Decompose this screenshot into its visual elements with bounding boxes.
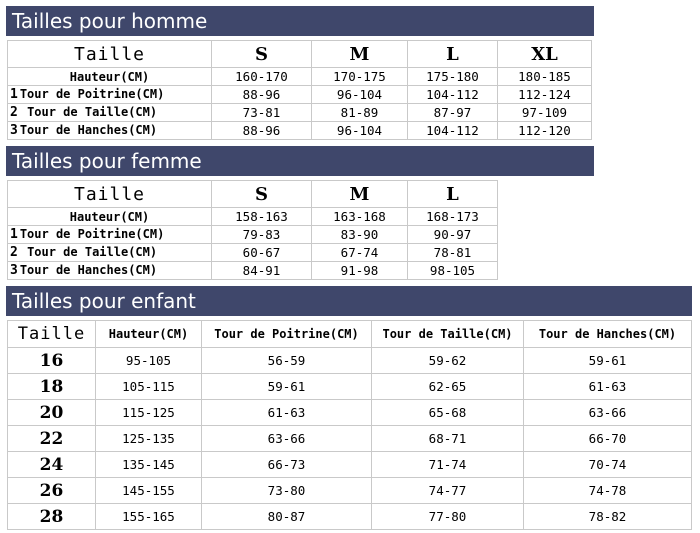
table-cell: 95-105 xyxy=(96,348,202,374)
table-cell: 65-68 xyxy=(372,400,524,426)
table-cell: 91-98 xyxy=(312,262,408,280)
size-cell: 18 xyxy=(8,374,96,400)
table-cell: 104-112 xyxy=(408,86,498,104)
table-cell: 96-104 xyxy=(312,86,408,104)
header-cell: M xyxy=(312,181,408,208)
women-section-title: Tailles pour femme xyxy=(6,146,594,176)
table-row xyxy=(8,426,692,452)
header-cell: Tour de Poitrine(CM) xyxy=(202,321,372,348)
table-cell: 63-66 xyxy=(524,400,692,426)
table-cell: 66-73 xyxy=(202,452,372,478)
row-number: 2 xyxy=(10,105,18,120)
table-cell: 80-87 xyxy=(202,504,372,530)
table-cell: 73-80 xyxy=(202,478,372,504)
row-label: 2 Tour de Taille(CM) xyxy=(8,104,212,122)
table-cell: 59-61 xyxy=(524,348,692,374)
row-label: 1 Tour de Poitrine(CM) xyxy=(8,226,212,244)
table-cell: 96-104 xyxy=(312,122,408,140)
table-cell: 78-82 xyxy=(524,504,692,530)
table-cell: 88-96 xyxy=(212,122,312,140)
row-label: 1 Tour de Poitrine(CM) xyxy=(8,86,212,104)
table-cell: 88-96 xyxy=(212,86,312,104)
row-number: 2 xyxy=(10,245,18,260)
table-header-row xyxy=(8,321,692,348)
table-row xyxy=(8,244,498,262)
table-cell: 71-74 xyxy=(372,452,524,478)
header-cell: Tour de Taille(CM) xyxy=(372,321,524,348)
women-size-table xyxy=(7,180,498,280)
table-cell: 163-168 xyxy=(312,208,408,226)
table-cell: 59-61 xyxy=(202,374,372,400)
table-header-row xyxy=(8,41,592,68)
table-cell: 68-71 xyxy=(372,426,524,452)
table-cell: 63-66 xyxy=(202,426,372,452)
table-cell: 73-81 xyxy=(212,104,312,122)
table-cell: 83-90 xyxy=(312,226,408,244)
table-cell: 74-77 xyxy=(372,478,524,504)
table-cell: 125-135 xyxy=(96,426,202,452)
table-cell: 56-59 xyxy=(202,348,372,374)
table-row xyxy=(8,104,592,122)
kids-section-title: Tailles pour enfant xyxy=(6,286,692,316)
table-cell: 155-165 xyxy=(96,504,202,530)
row-label: Hauteur(CM) xyxy=(8,68,212,86)
table-cell: 175-180 xyxy=(408,68,498,86)
table-cell: 158-163 xyxy=(212,208,312,226)
table-cell: 160-170 xyxy=(212,68,312,86)
row-number: 1 xyxy=(10,87,18,102)
men-size-table xyxy=(7,40,592,140)
table-cell: 104-112 xyxy=(408,122,498,140)
table-row xyxy=(8,348,692,374)
row-number: 1 xyxy=(10,227,18,242)
size-cell: 24 xyxy=(8,452,96,478)
header-cell: S xyxy=(212,181,312,208)
table-row xyxy=(8,122,592,140)
table-cell: 66-70 xyxy=(524,426,692,452)
row-label: 3 Tour de Hanches(CM) xyxy=(8,262,212,280)
table-cell: 81-89 xyxy=(312,104,408,122)
size-cell: 16 xyxy=(8,348,96,374)
table-cell: 70-74 xyxy=(524,452,692,478)
table-row xyxy=(8,504,692,530)
header-cell: XL xyxy=(498,41,592,68)
table-cell: 60-67 xyxy=(212,244,312,262)
table-cell: 87-97 xyxy=(408,104,498,122)
table-row xyxy=(8,478,692,504)
size-cell: 22 xyxy=(8,426,96,452)
row-label: 2 Tour de Taille(CM) xyxy=(8,244,212,262)
table-row xyxy=(8,208,498,226)
men-section-title: Tailles pour homme xyxy=(6,6,594,36)
table-cell: 79-83 xyxy=(212,226,312,244)
header-cell: Tour de Hanches(CM) xyxy=(524,321,692,348)
header-cell: L xyxy=(408,41,498,68)
header-cell: Taille xyxy=(8,181,212,208)
table-cell: 112-120 xyxy=(498,122,592,140)
table-header-row xyxy=(8,181,498,208)
table-cell: 170-175 xyxy=(312,68,408,86)
table-cell: 135-145 xyxy=(96,452,202,478)
table-cell: 77-80 xyxy=(372,504,524,530)
header-cell: M xyxy=(312,41,408,68)
row-label: 3 Tour de Hanches(CM) xyxy=(8,122,212,140)
table-row xyxy=(8,400,692,426)
table-cell: 112-124 xyxy=(498,86,592,104)
table-cell: 84-91 xyxy=(212,262,312,280)
header-cell: Hauteur(CM) xyxy=(96,321,202,348)
table-cell: 59-62 xyxy=(372,348,524,374)
table-cell: 105-115 xyxy=(96,374,202,400)
table-cell: 61-63 xyxy=(524,374,692,400)
table-row xyxy=(8,68,592,86)
table-cell: 168-173 xyxy=(408,208,498,226)
table-cell: 90-97 xyxy=(408,226,498,244)
header-cell: Taille xyxy=(8,41,212,68)
header-cell: S xyxy=(212,41,312,68)
size-cell: 26 xyxy=(8,478,96,504)
table-cell: 98-105 xyxy=(408,262,498,280)
table-row xyxy=(8,262,498,280)
table-cell: 74-78 xyxy=(524,478,692,504)
kids-size-table xyxy=(7,320,692,530)
size-cell: 28 xyxy=(8,504,96,530)
table-cell: 62-65 xyxy=(372,374,524,400)
table-cell: 67-74 xyxy=(312,244,408,262)
table-cell: 145-155 xyxy=(96,478,202,504)
table-cell: 97-109 xyxy=(498,104,592,122)
table-cell: 115-125 xyxy=(96,400,202,426)
row-label: Hauteur(CM) xyxy=(8,208,212,226)
table-row xyxy=(8,452,692,478)
row-number: 3 xyxy=(10,263,18,278)
table-cell: 78-81 xyxy=(408,244,498,262)
table-cell: 180-185 xyxy=(498,68,592,86)
header-cell: L xyxy=(408,181,498,208)
size-cell: 20 xyxy=(8,400,96,426)
table-cell: 61-63 xyxy=(202,400,372,426)
table-row xyxy=(8,374,692,400)
row-number: 3 xyxy=(10,123,18,138)
header-cell: Taille xyxy=(8,321,96,348)
table-row xyxy=(8,86,592,104)
table-row xyxy=(8,226,498,244)
